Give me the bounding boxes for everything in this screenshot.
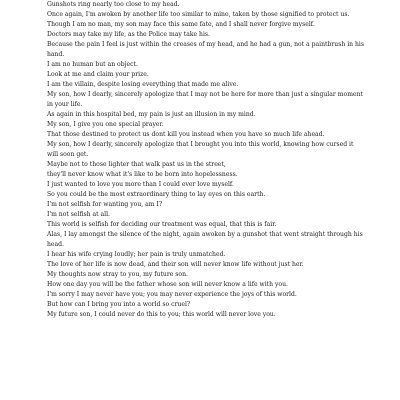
poem-line: I am no human but an object. bbox=[47, 61, 138, 68]
poem-line: My son, how I dearly, sincerely apologize that I brought you into this world, knowing how cursed it will soon get. bbox=[47, 141, 354, 158]
poem-line: I hear his wife crying loudly; her pain is truly unmatched. bbox=[47, 251, 226, 258]
poem-line: Doctors may take my life, as the Police may take his. bbox=[47, 31, 210, 38]
poem-line: I am the villain, despite losing everything that made me alive. bbox=[47, 81, 239, 88]
poem-line: I'm not selfish at all. bbox=[47, 211, 110, 218]
poem-line: My future son, I could never do this to you; this world will never love you. bbox=[47, 311, 276, 318]
poem-line: So you could be the most extraordinary thing to lay eyes on this earth. bbox=[47, 191, 266, 198]
poem-line: As again in this hospital bed, my pain is just an illusion in my mind. bbox=[47, 111, 256, 118]
poem-line: My son, how I dearly, sincerely apologize that I may not be here for more than just a singular moment in your life. bbox=[47, 91, 363, 108]
poem-body bbox=[47, 0, 365, 320]
poem-line: I just wanted to love you more than I could ever love myself. bbox=[47, 181, 234, 188]
poem-line: I'm not selfish for wanting you, am I? bbox=[47, 201, 163, 208]
poem-line: Once again, I'm awoken by another life too similar to mine, taken by those signified to protect us. bbox=[47, 11, 350, 18]
poem-line: This world is selfish for deciding our treatment was equal, that this is fair. bbox=[47, 221, 277, 228]
poem-line: That those destined to protect us dont kill you instead when you have so much life ahead. bbox=[47, 131, 325, 138]
poem-line: But how can I bring you into a world so cruel? bbox=[47, 301, 191, 308]
poem-line: Because the pain I feel is just within the creases of my head, and he had a gun, not a paintbrush in his hand. bbox=[47, 41, 365, 58]
poem-line: Maybe not to those lighter that walk past us in the street, bbox=[47, 161, 226, 168]
poem-line: My thoughts now stray to you, my future son. bbox=[47, 271, 188, 278]
poem-line: How one day you will be the father whose son will never know a life with you. bbox=[47, 281, 288, 288]
poem-line: Look at me and claim your prize. bbox=[47, 71, 149, 78]
poem-line: I'm sorry I may never have you; you may never experience the joys of this world. bbox=[47, 291, 297, 298]
poem-line: Alas, I lay amongst the silence of the night, again awoken by a gunshot that went straight through his head. bbox=[47, 231, 363, 248]
poem-line: Gunshots ring nearly too close to my head. bbox=[47, 1, 180, 8]
poem-line: they'll never know what it's like to be born into hopelessness. bbox=[47, 171, 238, 178]
poem-line: Though I am no man, my son may face this same fate, and I shall never forgive myself. bbox=[47, 21, 315, 28]
poem-line: The love of her life is now dead, and their son will never know life without just her. bbox=[47, 261, 304, 268]
poem-line: My son, I give you one special prayer. bbox=[47, 121, 164, 128]
